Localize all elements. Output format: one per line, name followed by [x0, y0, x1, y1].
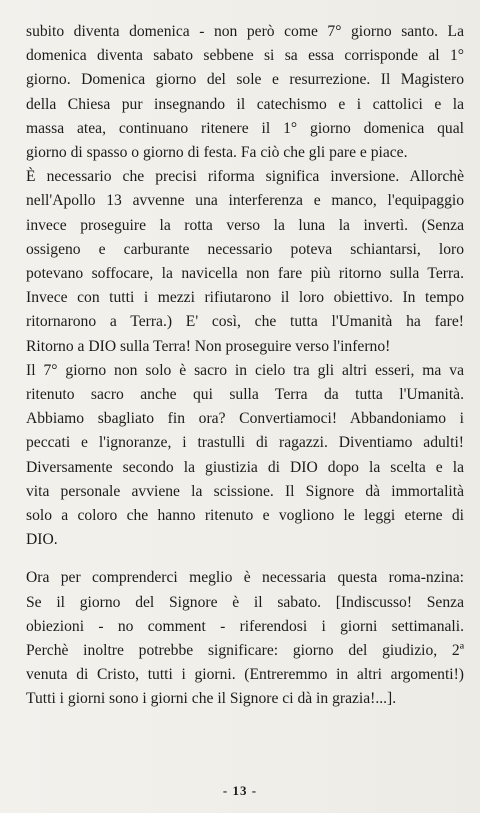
text-line: Se il giorno del Signore è il sabato. [Indiscusso! Senza: [26, 593, 464, 611]
text-line: massa atea, continuano ritenere il 1° giorno domenica qual: [26, 119, 464, 137]
text-line: nell'Apollo 13 avvenne una interferenza e manco, l'equipaggio: [26, 192, 464, 210]
text-line: vita personale avviene la scissione. Il Signore dà immortalità: [26, 482, 464, 500]
paragraph-4: [26, 566, 464, 711]
text-line: Diversamente secondo la giustizia di DIO dopo la scelta e la: [26, 458, 464, 476]
text-line: Tutti i giorni sono i giorni che il Signore ci dà in grazia!...].: [26, 690, 397, 708]
text-line: Ora per comprenderci meglio è necessaria questa roma-nzina:: [26, 569, 464, 587]
text-line: ritornarono a Terra.) E' così, che tutta l'Umanità ha fare!: [26, 313, 464, 331]
text-line: subito diventa domenica - non però come 7° giorno santo. La: [26, 23, 464, 40]
text-line: Il 7° giorno non solo è sacro in cielo tra gli altri esseri, ma va: [26, 361, 464, 379]
text-line: potevano soffocare, la navicella non fare più ritorno sulla Terra.: [26, 265, 464, 283]
text-line: obiezioni - no comment - riferendosi i giorni settimanali.: [26, 617, 464, 635]
text-line: ossigeno e carburante necessario poteva schiantarsi, loro: [26, 240, 464, 258]
body-text: [26, 20, 464, 712]
text-line: giorno. Domenica giorno del sole e resurrezione. Il Magistero: [26, 71, 464, 89]
text-line: giorno di spasso o giorno di festa. Fa ciò che gli pare e piace.: [26, 144, 408, 162]
paragraph-2: [26, 165, 464, 359]
text-line: solo a coloro che hanno ritenuto e vogliono le leggi eterne di: [26, 507, 464, 525]
text-line: venuta di Cristo, tutti i giorni. (Entreremmo in altri argomenti!): [26, 666, 464, 684]
text-line: DIO.: [26, 531, 58, 549]
text-line: invece proseguire la rotta verso la luna la invertì. (Senza: [26, 216, 464, 234]
text-line: peccati e l'ignoranze, i trastulli di ragazzi. Diventiamo adulti!: [26, 434, 464, 452]
text-line: Ritorno a DIO sulla Terra! Non proseguire verso l'inferno!: [26, 337, 391, 355]
text-line: della Chiesa pur insegnando il catechismo e i cattolici e la: [26, 95, 464, 113]
paragraph-1: [26, 20, 464, 165]
text-line: ritenuto sacro anche qui sulla Terra da tutta l'Umanità.: [26, 386, 464, 404]
page-number: - 13 -: [222, 783, 258, 798]
text-line: domenica diventa sabato sebbene si sa essa corrisponde al 1°: [26, 47, 464, 65]
text-line: Perchè inoltre potrebbe significare: giorno del giudizio, 2ª: [26, 642, 464, 660]
text-line: Invece con tutti i mezzi rifiutarono il loro obiettivo. In tempo: [26, 289, 464, 307]
paragraph-3: [26, 359, 464, 553]
text-line: È necessario che precisi riforma significa inversione. Allorchè: [26, 168, 464, 186]
text-line: Abbiamo sbagliato fin ora? Convertiamoci! Abbandoniamo i: [26, 410, 464, 428]
paragraph-gap: [26, 552, 464, 566]
